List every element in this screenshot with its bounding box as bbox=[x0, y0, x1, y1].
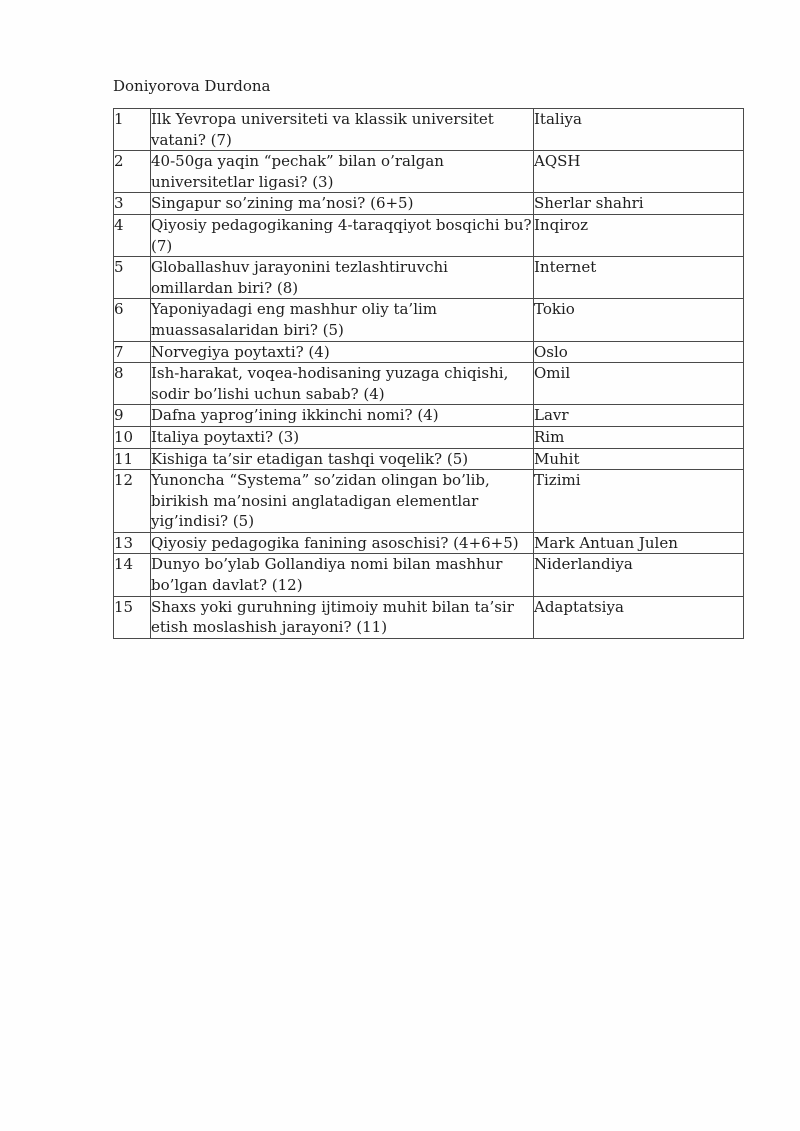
row-number-cell: 8 bbox=[114, 363, 151, 405]
question-cell: Shaxs yoki guruhning ijtimoiy muhit bilan ta’sir etish moslashish jarayoni? (11) bbox=[151, 596, 534, 638]
row-number-cell: 7 bbox=[114, 341, 151, 363]
row-number-cell: 15 bbox=[114, 596, 151, 638]
answer-cell: AQSH bbox=[534, 151, 744, 193]
question-cell: Globallashuv jarayonini tezlashtiruvchi omillardan biri? (8) bbox=[151, 257, 534, 299]
question-cell: Qiyosiy pedagogikaning 4-taraqqiyot bosqichi bu? (7) bbox=[151, 214, 534, 256]
table-row bbox=[114, 405, 744, 427]
table-row bbox=[114, 341, 744, 363]
row-number-cell: 2 bbox=[114, 151, 151, 193]
row-number-cell: 11 bbox=[114, 448, 151, 470]
answer-cell: Omil bbox=[534, 363, 744, 405]
table-row bbox=[114, 257, 744, 299]
table-row bbox=[114, 426, 744, 448]
table-row bbox=[114, 554, 744, 596]
answer-cell: Tizimi bbox=[534, 470, 744, 533]
question-cell: Ish-harakat, voqea-hodisaning yuzaga chiqishi, sodir bo’lishi uchun sabab? (4) bbox=[151, 363, 534, 405]
answer-cell: Tokio bbox=[534, 299, 744, 341]
question-cell: Singapur so’zining ma’nosi? (6+5) bbox=[151, 193, 534, 215]
table-row bbox=[114, 151, 744, 193]
table-row bbox=[114, 470, 744, 533]
row-number-cell: 5 bbox=[114, 257, 151, 299]
row-number-cell: 6 bbox=[114, 299, 151, 341]
table-row bbox=[114, 299, 744, 341]
table-row bbox=[114, 109, 744, 151]
answer-cell: Niderlandiya bbox=[534, 554, 744, 596]
question-cell: Yaponiyadagi eng mashhur oliy ta’lim muassasalaridan biri? (5) bbox=[151, 299, 534, 341]
answer-cell: Muhit bbox=[534, 448, 744, 470]
answer-cell: Adaptatsiya bbox=[534, 596, 744, 638]
table-row bbox=[114, 214, 744, 256]
question-cell: Kishiga ta’sir etadigan tashqi voqelik? (5) bbox=[151, 448, 534, 470]
row-number-cell: 12 bbox=[114, 470, 151, 533]
table-row bbox=[114, 532, 744, 554]
answer-cell: Mark Antuan Julen bbox=[534, 532, 744, 554]
answer-cell: Italiya bbox=[534, 109, 744, 151]
table-row bbox=[114, 193, 744, 215]
author-name: Doniyorova Durdona bbox=[113, 77, 271, 95]
row-number-cell: 9 bbox=[114, 405, 151, 427]
table-row bbox=[114, 596, 744, 638]
table-body bbox=[114, 109, 744, 639]
answer-cell: Internet bbox=[534, 257, 744, 299]
row-number-cell: 10 bbox=[114, 426, 151, 448]
question-cell: Ilk Yevropa universiteti va klassik universitet vatani? (7) bbox=[151, 109, 534, 151]
question-cell: Dafna yaprog’ining ikkinchi nomi? (4) bbox=[151, 405, 534, 427]
answer-cell: Rim bbox=[534, 426, 744, 448]
table-row bbox=[114, 448, 744, 470]
question-cell: Qiyosiy pedagogika fanining asoschisi? (4+6+5) bbox=[151, 532, 534, 554]
table-row bbox=[114, 363, 744, 405]
question-cell: Norvegiya poytaxti? (4) bbox=[151, 341, 534, 363]
answer-cell: Lavr bbox=[534, 405, 744, 427]
row-number-cell: 14 bbox=[114, 554, 151, 596]
row-number-cell: 1 bbox=[114, 109, 151, 151]
row-number-cell: 13 bbox=[114, 532, 151, 554]
answer-cell: Sherlar shahri bbox=[534, 193, 744, 215]
question-cell: Yunoncha “Systema” so’zidan olingan bo’lib, birikish ma’nosini anglatadigan elementlar yig’indisi? (5) bbox=[151, 470, 534, 533]
row-number-cell: 4 bbox=[114, 214, 151, 256]
question-cell: 40-50ga yaqin “pechak” bilan o’ralgan universitetlar ligasi? (3) bbox=[151, 151, 534, 193]
quiz-answers-table bbox=[113, 108, 744, 639]
row-number-cell: 3 bbox=[114, 193, 151, 215]
question-cell: Italiya poytaxti? (3) bbox=[151, 426, 534, 448]
answer-cell: Oslo bbox=[534, 341, 744, 363]
answer-cell: Inqiroz bbox=[534, 214, 744, 256]
question-cell: Dunyo bo’ylab Gollandiya nomi bilan mashhur bo’lgan davlat? (12) bbox=[151, 554, 534, 596]
